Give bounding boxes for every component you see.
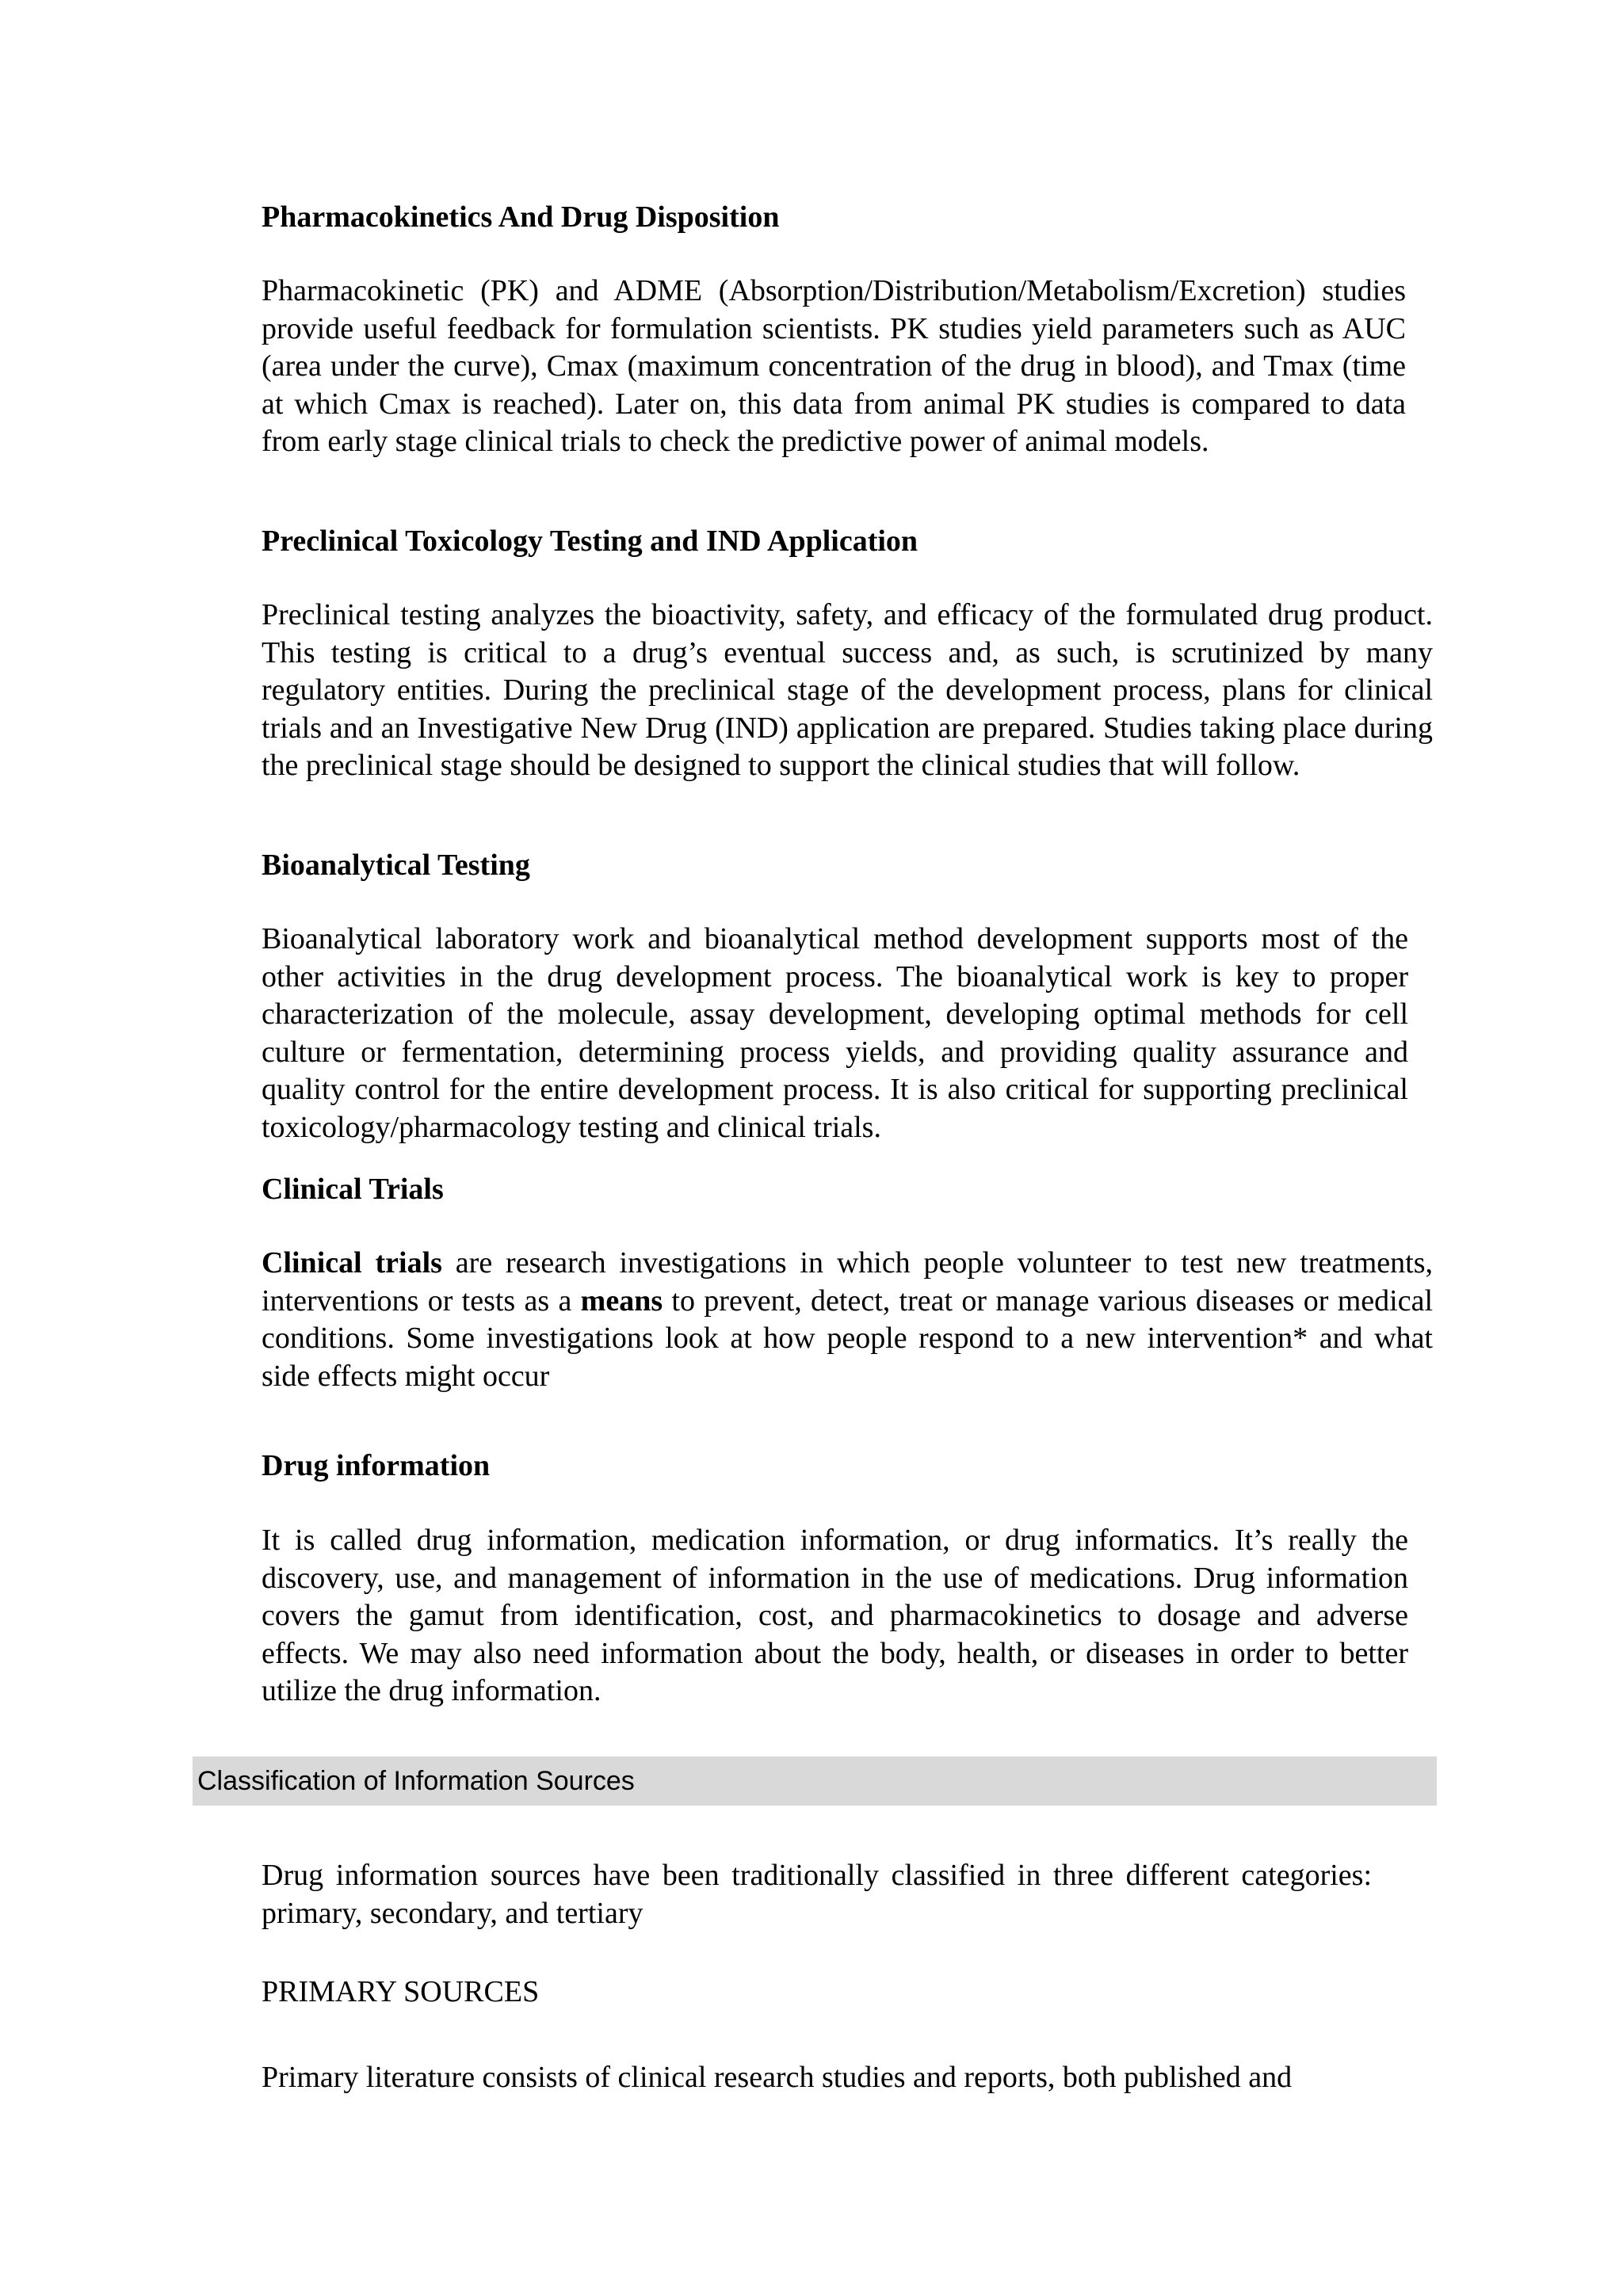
- clinical-trials-text-1: are research investigations in which people volunteer to test new treatments, interventions or tests as a: [262, 1246, 1433, 1318]
- paragraph-preclinical-toxicology: Preclinical testing analyzes the bioactivity, safety, and efficacy of the formulated drug product. This testing is critical to a drug’s eventual success and, as such, is scrutinized by many regulatory entities. During the preclinical stage of the development process, plans for clinical trials and an Investigative New Drug (IND) application are prepared. Studies taking place during the preclinical stage should be designed to support the clinical studies that will follow.: [262, 598, 1433, 782]
- heading-preclinical-toxicology: Preclinical Toxicology Testing and IND Application: [262, 524, 918, 558]
- paragraph-drug-information: It is called drug information, medication information, or drug informatics. It’s really the discovery, use, and management of information in the use of medications. Drug information covers the gamut from identification, cost, and pharmacokinetics to dosage and adverse effects. We may also need information about the body, health, or diseases in order to better utilize the drug information.: [262, 1524, 1408, 1707]
- clinical-trials-text-2: to prevent, detect, treat or manage various diseases or medical conditions. Some investigations look at how people respond to a new intervention* and what side effects might occur: [262, 1283, 1434, 1393]
- paragraph-classification: Drug information sources have been traditionally classified in three different categories: primary, secondary, and tertiary: [262, 1859, 1372, 1930]
- paragraph-primary-sources: Primary literature consists of clinical research studies and reports, both published and: [262, 2061, 1293, 2094]
- paragraph-bioanalytical-testing: Bioanalytical laboratory work and bioanalytical method development supports most of the other activities in the drug development process. The bioanalytical work is key to proper characterization of the molecule, assay development, developing optimal methods for cell culture or fermentation, determining process yields, and providing quality assurance and quality control for the entire development process. It is also critical for supporting preclinical toxicology/pharmacology testing and clinical trials.: [262, 922, 1408, 1144]
- bold-term-clinical-trials: Clinical trials: [262, 1246, 442, 1280]
- heading-primary-sources: PRIMARY SOURCES: [262, 1975, 540, 2008]
- heading-bioanalytical-testing: Bioanalytical Testing: [262, 849, 530, 882]
- paragraph-clinical-trials: [262, 1245, 1433, 1395]
- heading-drug-information: Drug information: [262, 1449, 491, 1482]
- heading-pharmacokinetics: Pharmacokinetics And Drug Disposition: [262, 200, 780, 234]
- bold-term-means: means: [580, 1283, 663, 1318]
- section-bar-label: Classification of Information Sources: [197, 1766, 635, 1796]
- section-bar-classification: [193, 1756, 1437, 1806]
- heading-clinical-trials: Clinical Trials: [262, 1173, 444, 1206]
- paragraph-pharmacokinetics: Pharmacokinetic (PK) and ADME (Absorption/Distribution/Metabolism/Excretion) studies provide useful feedback for formulation scientists. PK studies yield parameters such as AUC (area under the curve), Cmax (maximum concentration of the drug in blood), and Tmax (time at which Cmax is reached). Later on, this data from animal PK studies is compared to data from early stage clinical trials to check the predictive power of animal models.: [262, 274, 1406, 458]
